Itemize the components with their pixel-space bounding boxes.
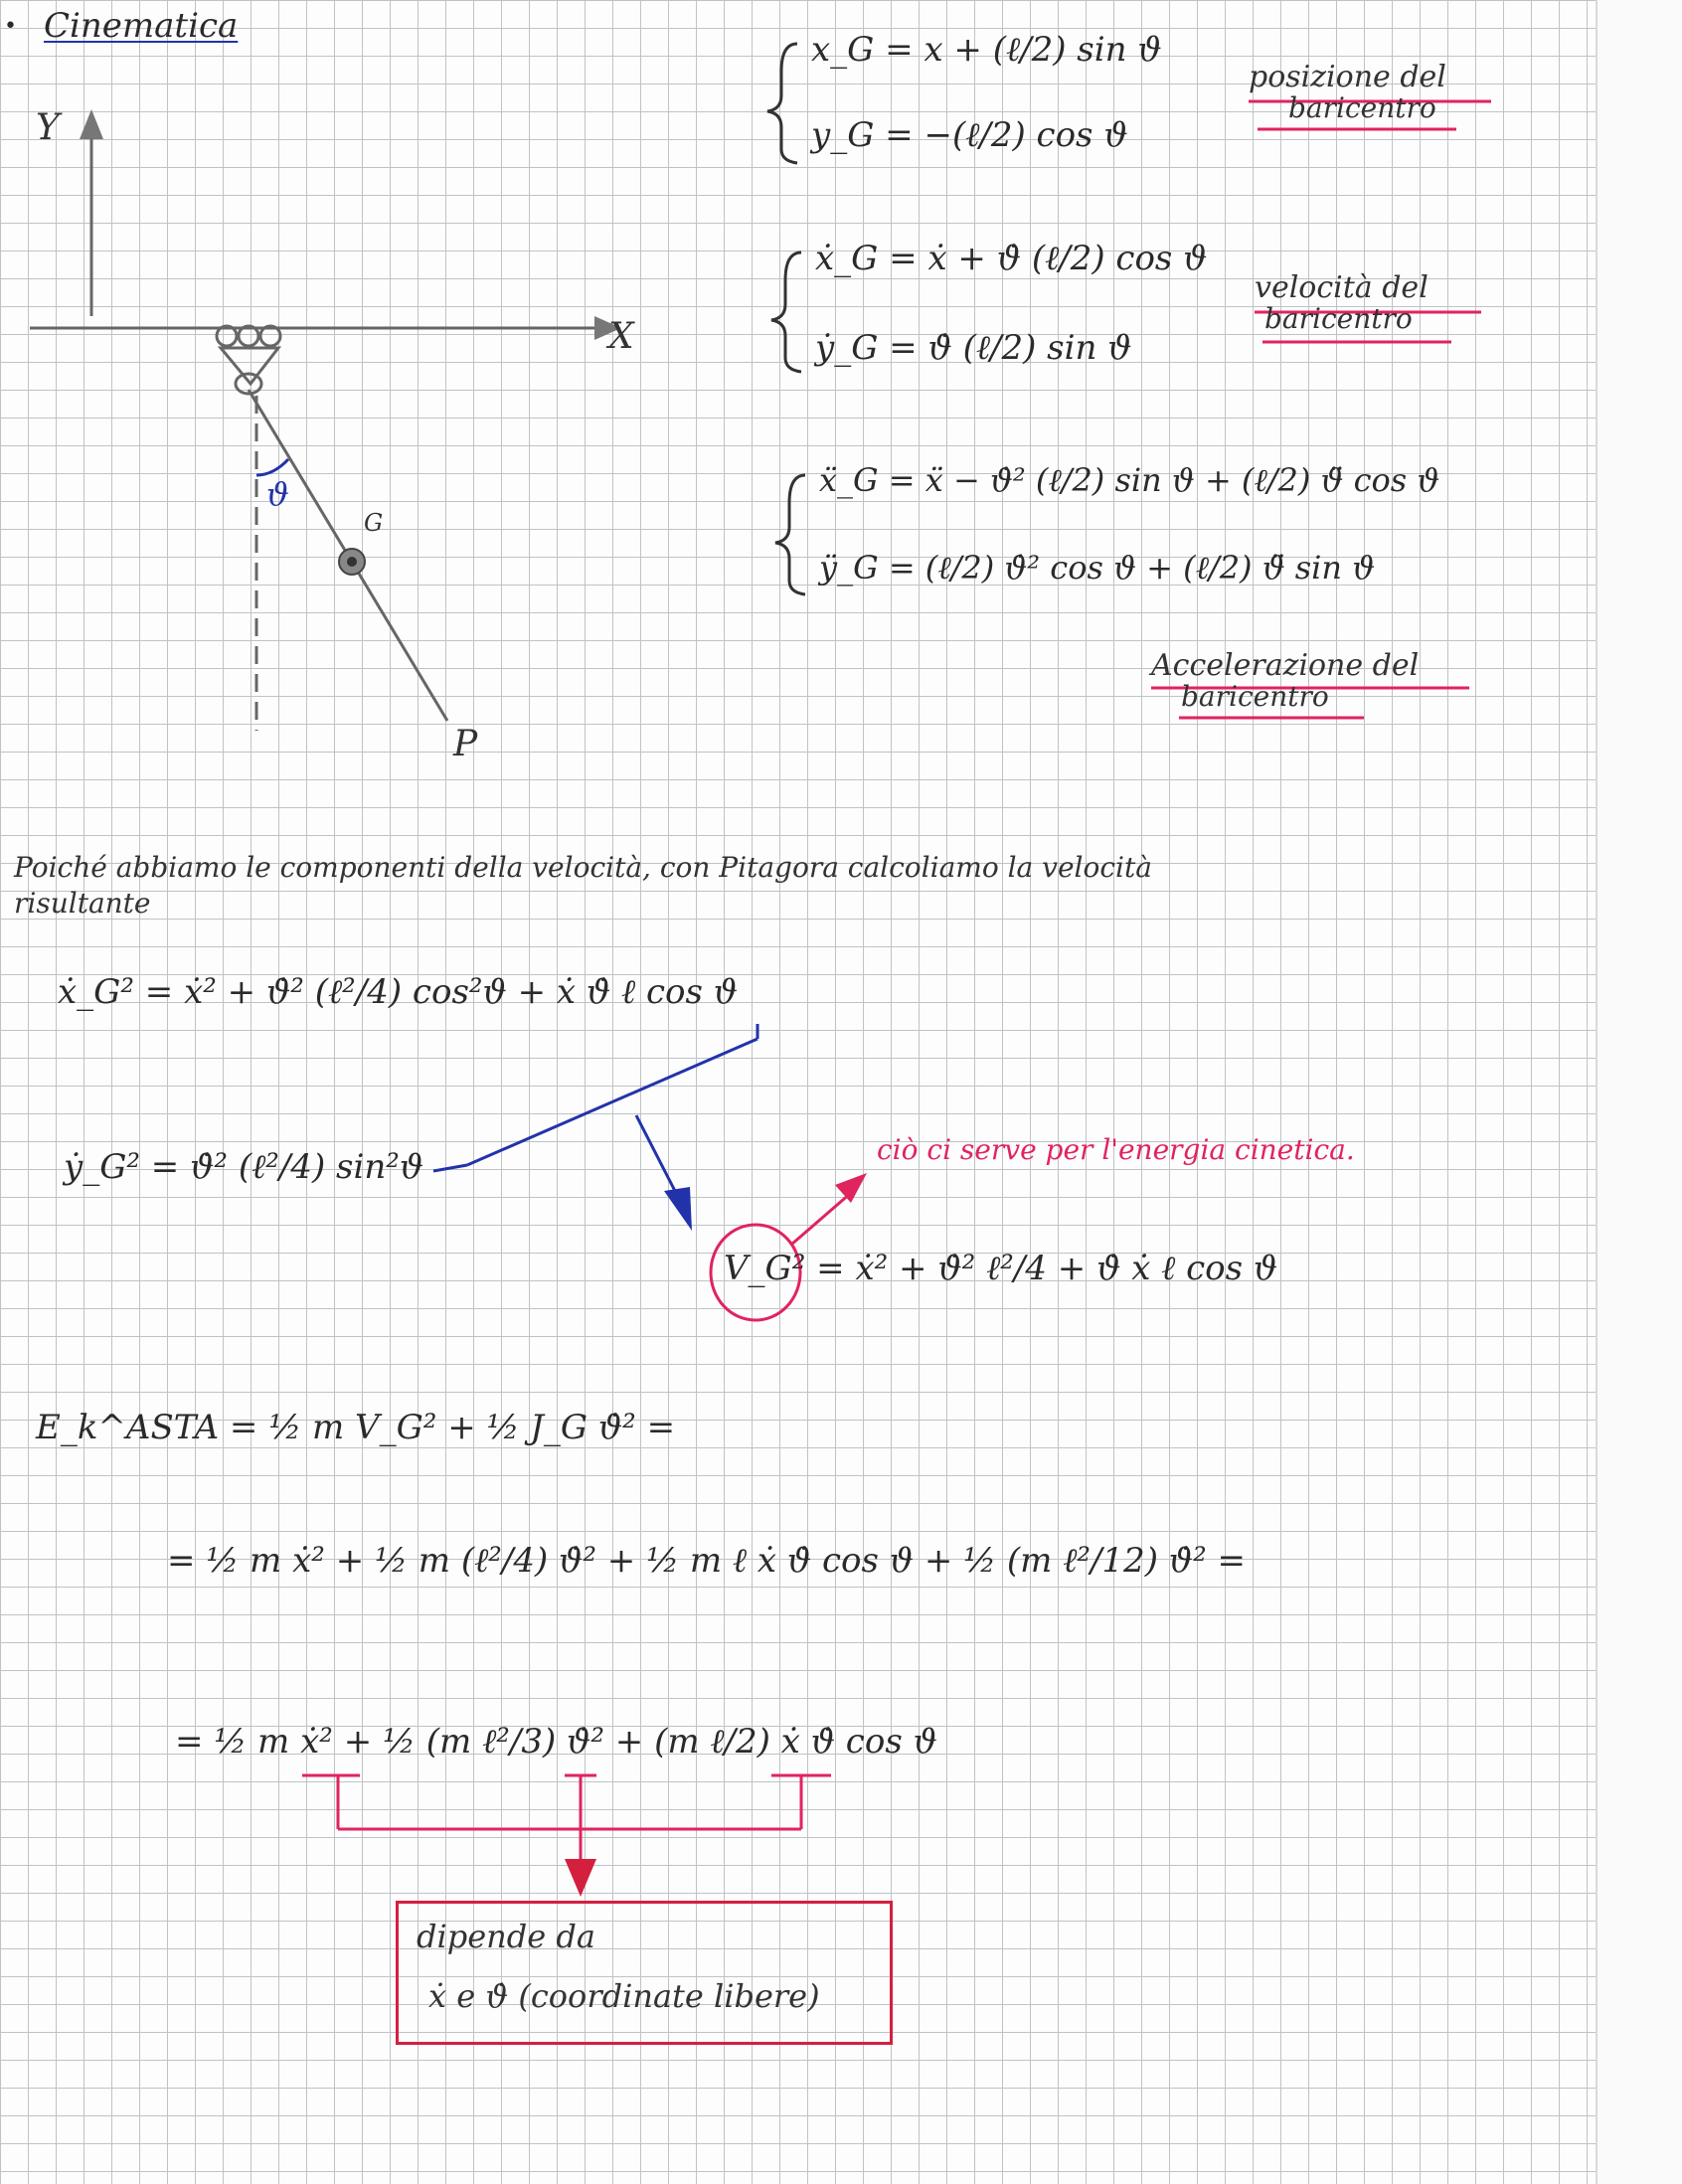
center-of-mass-label: G — [364, 509, 384, 537]
conclusion-box — [396, 1901, 893, 2045]
velocity-label-line1: velocità del — [1255, 270, 1429, 305]
section-title: Cinematica — [44, 6, 239, 46]
energy-eq-line2: = ½ m ẋ² + ½ m (ℓ²/4) ϑ̇² + ½ m ℓ ẋ ϑ̇ cos ϑ + ½ (m ℓ²/12) ϑ̇² = — [167, 1541, 1247, 1581]
velocity-label-line2: baricentro — [1264, 302, 1413, 335]
speed-note: ciò ci serve per l'energia cinetica. — [877, 1133, 1355, 1166]
axis-y-label: Y — [36, 107, 60, 148]
position-label-line1: posizione del — [1249, 60, 1446, 94]
conclusion-line1: dipende da — [417, 1918, 595, 1955]
acceleration-eq-x: ẍ_G = ẍ − ϑ̇² (ℓ/2) sin ϑ + (ℓ/2) ϑ̈ cos ϑ — [819, 461, 1440, 499]
axis-x-label: X — [608, 316, 634, 357]
acceleration-label-line2: baricentro — [1181, 680, 1329, 713]
position-eq-x: x_G = x + (ℓ/2) sin ϑ — [811, 30, 1162, 70]
acceleration-label-line1: Accelerazione del — [1151, 648, 1420, 683]
speed-intro-line1: Poiché abbiamo le componenti della velocità, con Pitagora calcoliamo la velocità — [14, 851, 1152, 884]
speed-eq-x: ẋ_G² = ẋ² + ϑ̇² (ℓ²/4) cos²ϑ + ẋ ϑ̇ ℓ cos ϑ — [58, 972, 739, 1012]
velocity-eq-x: ẋ_G = ẋ + ϑ̇ (ℓ/2) cos ϑ — [815, 239, 1208, 278]
velocity-eq-y: ẏ_G = ϑ̇ (ℓ/2) sin ϑ — [815, 328, 1132, 368]
speed-eq-y: ẏ_G² = ϑ̇² (ℓ²/4) sin²ϑ — [64, 1147, 424, 1187]
position-label-line2: baricentro — [1288, 91, 1436, 124]
speed-intro-line2: risultante — [14, 887, 151, 920]
resultant-speed-eq: V_G² = ẋ² + ϑ̇² ℓ²/4 + ϑ̇ ẋ ℓ cos ϑ — [724, 1249, 1278, 1288]
angle-label: ϑ — [266, 475, 289, 513]
energy-eq-line3: = ½ m ẋ² + ½ (m ℓ²/3) ϑ̇² + (m ℓ/2) ẋ ϑ̇ cos ϑ — [175, 1722, 937, 1762]
conclusion-line2: ẋ e ϑ̇ (coordinate libere) — [428, 1977, 820, 2015]
acceleration-eq-y: ÿ_G = (ℓ/2) ϑ̇² cos ϑ + (ℓ/2) ϑ̈ sin ϑ — [819, 549, 1376, 587]
energy-eq-line1: E_k^ASTA = ½ m V_G² + ½ J_G ϑ̇² = — [36, 1408, 676, 1447]
position-eq-y: y_G = −(ℓ/2) cos ϑ — [811, 115, 1128, 155]
rod-end-label: P — [453, 724, 478, 764]
bullet-icon: • — [4, 14, 17, 39]
